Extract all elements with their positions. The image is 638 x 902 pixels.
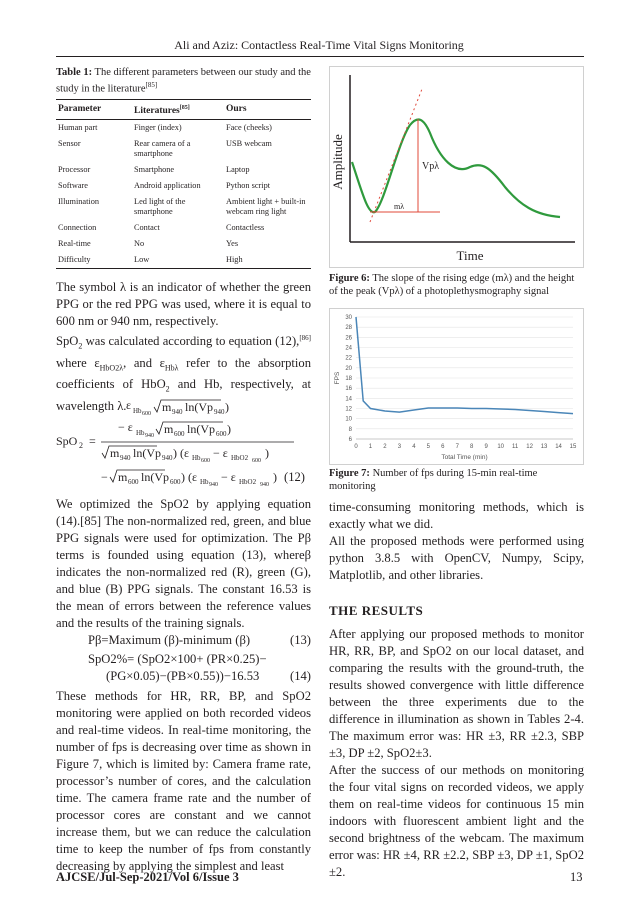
- svg-text:600: 600: [252, 458, 261, 464]
- figure6-caption-text: The slope of the rising edge (mλ) and the height of the peak (Vpλ) of a photoplethysmography signal: [329, 273, 575, 297]
- table1-caption-text: The different parameters between our study and the study in the literature: [56, 67, 311, 95]
- paragraph-realtime: These methods for HR, RR, BP, and SpO2 monitoring were applied on both recorded videos and real-time videos. In real-time monitoring, the number of fps is decreasing over time as shown in Figure 7, which is limited by: Camera frame rate, processor’s number of cores, and the calculation time. The camera frame rate and the number of processor cores are constant and we cannot increase them, but we can reduce the calculation time to keep the number of fps from constantly decreasing by applying the simplest and least: [56, 689, 311, 873]
- equation-12: [56, 395, 311, 495]
- fig6-xlabel: Time: [456, 248, 484, 263]
- table-cell: Python script: [226, 180, 271, 190]
- svg-text:m: m: [118, 470, 128, 484]
- table-cell: Sensor: [58, 138, 81, 148]
- x-tick-label: 3: [397, 444, 402, 450]
- running-header: Ali and Aziz: Contactless Real-Time Vital Signs Monitoring: [174, 38, 464, 52]
- y-tick-label: 20: [345, 365, 352, 372]
- figure6-caption: [329, 272, 584, 298]
- figure7-caption: [329, 467, 584, 493]
- svg-text:− ε: − ε: [213, 446, 228, 460]
- paragraph-results-realtime: After the success of our methods on monitoring the four vital signs on recorded videos, we apply them on real-time videos for continuous 15 min indoors with fluorescent ambient light and the second brightness of the webcam. The maximum error was: HR ±4, RR ±2.2, SBP ±3, DP ±1, SpO2 ±2.: [329, 763, 584, 879]
- table-header-row: [56, 99, 311, 119]
- table-cell: Face (cheeks): [226, 122, 272, 132]
- table-row: [56, 162, 311, 178]
- figure7-caption-text: Number of fps during 15-min real-time monitoring: [329, 468, 538, 492]
- svg-text:ln(Vp: ln(Vp: [185, 400, 213, 414]
- svg-text:940: 940: [145, 433, 154, 439]
- svg-text:ε: ε: [126, 398, 132, 412]
- paragraph-libraries: All the proposed methods were performed using python 3.8.5 with OpenCV, Numpy, Scipy, Matplotlib, and other libraries.: [329, 534, 584, 582]
- svg-text:600: 600: [174, 430, 185, 438]
- fig7-gridlines: [356, 317, 573, 439]
- x-tick-label: 11: [512, 444, 519, 450]
- table-cell: Contact: [134, 222, 160, 232]
- y-tick-label: 12: [345, 406, 352, 413]
- x-tick-label: 1: [368, 444, 373, 450]
- svg-text:940: 940: [214, 408, 225, 416]
- y-tick-label: 6: [348, 437, 352, 443]
- svg-text:600: 600: [216, 430, 227, 438]
- y-tick-label: 30: [345, 315, 352, 321]
- svg-text:m: m: [162, 400, 172, 414]
- table-header-literatures: Literatures[85]: [132, 99, 224, 119]
- fig6-ylabel: Amplitude: [330, 134, 345, 190]
- table-cell: Processor: [58, 164, 91, 174]
- x-tick-label: 10: [497, 444, 505, 450]
- section-title-results: THE RESULTS: [329, 603, 424, 618]
- fig7-y-ticks: [345, 315, 352, 443]
- table-cell: Real-time: [58, 238, 91, 248]
- y-tick-label: 24: [345, 345, 352, 352]
- svg-text:ln(Vp: ln(Vp: [141, 470, 169, 484]
- footer-journal: AJCSE/Jul-Sep-2021/Vol 6/Issue 3: [56, 870, 239, 884]
- table1-block: [56, 66, 311, 269]
- svg-text:ln(Vp: ln(Vp: [133, 446, 161, 460]
- table-cell: Software: [58, 180, 88, 190]
- svg-text:): ): [273, 470, 277, 484]
- table-cell: Laptop: [226, 164, 250, 174]
- eq14-line2: (PG×0.05)−(PB×0.55))−16.53: [106, 669, 260, 683]
- x-tick-label: 12: [526, 444, 533, 450]
- table-cell: USB webcam: [226, 138, 272, 148]
- table-row: [56, 220, 311, 236]
- table-cell: Connection: [58, 222, 97, 232]
- table-cell: Finger (index): [134, 122, 182, 132]
- svg-text:): ): [181, 470, 185, 484]
- eq13-text: Pβ=Maximum (β)-minimum (β): [88, 633, 251, 647]
- right-text-block-2: [329, 626, 584, 881]
- equation-13: [88, 632, 311, 649]
- svg-text:600: 600: [170, 478, 181, 486]
- fig7-ylabel: FPS: [334, 371, 341, 385]
- y-tick-label: 16: [345, 386, 352, 393]
- table-row: [56, 194, 311, 220]
- svg-text:): ): [227, 422, 231, 436]
- svg-text:SpO: SpO: [56, 434, 78, 448]
- table-cell: Contactless: [226, 222, 265, 232]
- left-text-block-3: [56, 688, 311, 875]
- left-text-block-2: [56, 496, 311, 632]
- eq12-number: (12): [284, 470, 305, 484]
- svg-text:940: 940: [120, 454, 131, 462]
- table-cell: Ambient light + built-in webcam ring light: [226, 196, 306, 216]
- fig7-x-ticks: [354, 444, 577, 450]
- parameters-table: [56, 99, 311, 269]
- y-tick-label: 14: [345, 396, 352, 403]
- paragraph-lambda: The symbol λ is an indicator of whether the green PPG or the red PPG was used, where it is equal to 600 nm or 940 nm, respectively.: [56, 280, 311, 328]
- figure7-caption-label: Figure 7:: [329, 468, 370, 479]
- table-row: [56, 178, 311, 194]
- table-header-ours: Ours: [224, 99, 311, 119]
- equation-14: [88, 651, 311, 685]
- x-tick-label: 5: [426, 444, 431, 450]
- fps-series-line: [356, 317, 573, 414]
- paragraph-results-recorded: After applying our proposed methods to monitor HR, RR, BP, and SpO2 on our local dataset, and comparing the results with the ground-truth, the results showed convergence with little difference between the three experiments due to the difference in illumination as shown in Tables 2-4. The maximum error was: HR ±3, RR ±2.3, SBP ±3, DP ±2, SpO2±3.: [329, 627, 584, 760]
- svg-text:940: 940: [162, 454, 173, 462]
- svg-text:600: 600: [142, 411, 151, 417]
- svg-text:− ε: − ε: [221, 470, 236, 484]
- eq14-number: (14): [290, 669, 311, 683]
- svg-text:=: =: [89, 434, 96, 448]
- svg-text:Hb: Hb: [136, 429, 145, 437]
- table-cell: No: [134, 238, 145, 248]
- y-tick-label: 26: [345, 335, 352, 342]
- svg-text:2: 2: [79, 441, 83, 450]
- x-tick-label: 0: [354, 444, 358, 450]
- svg-text:(ε: (ε: [188, 470, 198, 484]
- x-tick-label: 6: [441, 444, 445, 450]
- svg-text:Hb: Hb: [200, 478, 209, 486]
- right-text-block: [329, 499, 584, 584]
- x-tick-label: 9: [484, 444, 488, 450]
- table-cell: Human part: [58, 122, 98, 132]
- paragraph-time-consuming: time-consuming monitoring methods, which is exactly what we did.: [329, 500, 584, 531]
- y-tick-label: 10: [345, 416, 352, 423]
- table-cell: Low: [132, 252, 224, 269]
- svg-text:(ε: (ε: [180, 446, 190, 460]
- x-tick-label: 8: [470, 444, 474, 450]
- table-cell: Led light of the smartphone: [134, 196, 186, 216]
- table-header-parameter: Parameter: [56, 99, 132, 119]
- paragraph-spo2-eq12: SpO$_2$ was calculated according to equation (12),[86] where $\varepsilon_{HbO2\lambda}$, and $\varepsilon_{Hb\lambda}$ refer to the absorption coefficients of HbO$_2$ and Hb, respectively, at wavelength λ.: [56, 334, 312, 413]
- figure6-caption-label: Figure 6:: [329, 273, 370, 284]
- table1-caption-ref: [85]: [145, 81, 158, 89]
- y-tick-label: 28: [345, 325, 352, 332]
- table-cell: Difficulty: [56, 252, 132, 269]
- svg-text:): ): [265, 446, 269, 460]
- svg-text:Hb: Hb: [133, 407, 142, 415]
- table-row: [56, 252, 311, 269]
- page-number: 13: [570, 870, 583, 884]
- x-tick-label: 13: [540, 444, 548, 450]
- y-tick-label: 22: [345, 355, 352, 362]
- table1-caption-label: Table 1:: [56, 67, 93, 78]
- x-tick-label: 7: [455, 444, 459, 450]
- svg-text:): ): [173, 446, 177, 460]
- svg-text:940: 940: [260, 482, 269, 488]
- table-row: [56, 119, 311, 136]
- svg-text:940: 940: [172, 408, 183, 416]
- svg-text:940: 940: [209, 482, 218, 488]
- paragraph-optimization: We optimized the SpO2 by applying equation (14).[85] The non-normalized red, green, and blue PPG signals were used for optimization. The Pβ terms is founded using equation (13), whereβ indicates the non-normalized red (R), green (G), and blue (B) PPG signals. The constant 16.53 is the mean of errors between the reference values and the results of the training signals.: [56, 497, 311, 630]
- table-cell: High: [224, 252, 311, 269]
- svg-text:): ): [225, 400, 229, 414]
- svg-text:m: m: [164, 422, 174, 436]
- x-tick-label: 14: [555, 444, 562, 450]
- ppg-signal-curve: [352, 119, 560, 217]
- svg-text:Hb: Hb: [192, 454, 201, 462]
- figure7-fps-chart: [329, 308, 584, 465]
- table-cell: Rear camera of a smartphone: [134, 138, 191, 158]
- header-rule: [56, 56, 584, 57]
- svg-text:600: 600: [201, 458, 210, 464]
- svg-text:600: 600: [128, 478, 139, 486]
- fig7-xlabel: Total Time (min): [441, 454, 488, 461]
- table-cell: Android application: [134, 180, 201, 190]
- x-tick-label: 15: [569, 444, 577, 450]
- vp-label: Vpλ: [422, 161, 440, 172]
- x-tick-label: 4: [412, 444, 416, 450]
- eq14-line1: SpO2%= (SpO2×100+ (PR×0.25)−: [88, 652, 267, 666]
- table-row: [56, 236, 311, 252]
- figure6-ppg-diagram: [329, 66, 584, 268]
- y-tick-label: 8: [348, 426, 352, 433]
- table-cell: Illumination: [58, 196, 100, 206]
- table-cell: Smartphone: [134, 164, 175, 174]
- eq13-number: (13): [290, 633, 311, 647]
- x-tick-label: 2: [383, 444, 387, 450]
- svg-text:− ε: − ε: [118, 420, 133, 434]
- m-label: mλ: [394, 202, 405, 211]
- svg-text:HbO2: HbO2: [239, 478, 257, 486]
- y-tick-label: 18: [345, 376, 352, 382]
- svg-text:ln(Vp: ln(Vp: [187, 422, 215, 436]
- svg-text:m: m: [110, 446, 120, 460]
- table-row: [56, 136, 311, 162]
- svg-text:−: −: [101, 470, 108, 484]
- table1-caption: [56, 66, 311, 96]
- svg-text:HbO2: HbO2: [231, 454, 249, 462]
- table-cell: Yes: [226, 238, 239, 248]
